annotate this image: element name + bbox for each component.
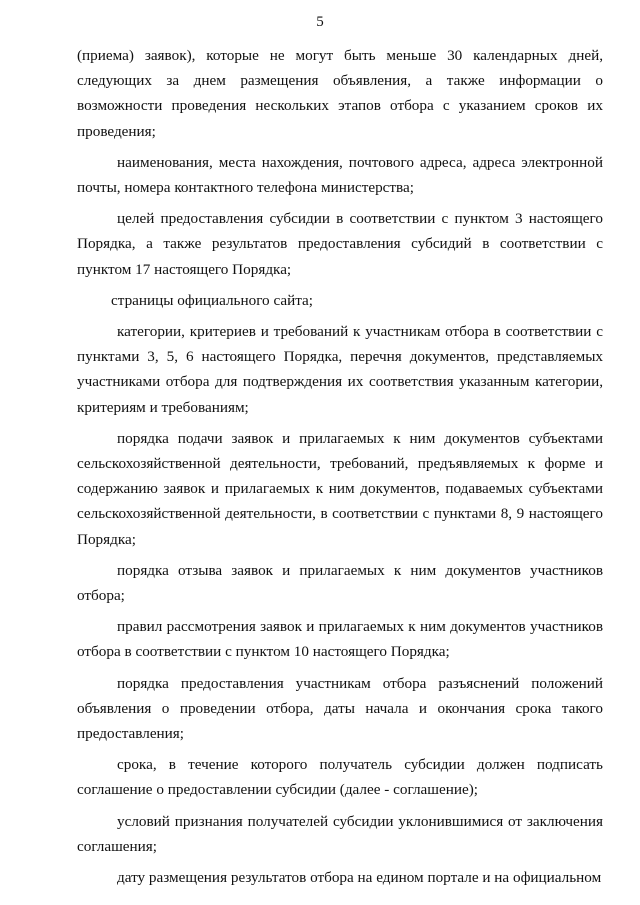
paragraph-6: порядка подачи заявок и прилагаемых к ним документов субъектами сельскохозяйственной деятельности, требований, предъявляемых к форме и содержанию заявок и прилагаемых к ним документов, подаваемых субъектами сельскохозяйственной деятельности, в соответствии с пунктами 8, 9 настоящего Порядка; xyxy=(77,429,603,548)
paragraph-3: целей предоставления субсидии в соответствии с пунктом 3 настоящего Порядка, а также результатов предоставления субсидий в соответствии с пунктом 17 настоящего Порядка; xyxy=(77,210,603,278)
paragraph-10: срока, в течение которого получатель субсидии должен подписать соглашение о предоставлении субсидии (далее - соглашение); xyxy=(77,756,603,799)
paragraph-5: категории, критериев и требований к участникам отбора в соответствии с пунктами 3, 5, 6 настоящего Порядка, перечня документов, представляемых участниками отбора для подтверждения их соответствия указанным категории, критериям и требованиям; xyxy=(77,323,603,416)
paragraph-12: дату размещения результатов отбора на едином портале и на официальном xyxy=(117,869,602,887)
paragraph-1: (приема) заявок), которые не могут быть меньше 30 календарных дней, следующих за днем размещения объявления, а также информации о возможности проведения нескольких этапов отбора с указанием сроков их проведения; xyxy=(77,47,603,140)
paragraph-4: страницы официального сайта; xyxy=(111,291,314,309)
paragraph-7: порядка отзыва заявок и прилагаемых к ним документов участников отбора; xyxy=(77,561,603,605)
paragraph-8: правил рассмотрения заявок и прилагаемых к ним документов участников отбора в соответствии с пунктом 10 настоящего Порядка; xyxy=(77,618,603,661)
paragraph-9: порядка предоставления участникам отбора разъяснений положений объявления о проведении отбора, даты начала и окончания срока такого предоставления; xyxy=(77,674,603,743)
paragraph-11: условий признания получателей субсидии уклонившимися от заключения соглашения; xyxy=(77,812,603,855)
page-number: 5 xyxy=(316,14,324,30)
document-body xyxy=(77,43,603,896)
paragraph-2: наименования, места нахождения, почтового адреса, адреса электронной почты, номера контактного телефона министерства; xyxy=(77,153,603,197)
